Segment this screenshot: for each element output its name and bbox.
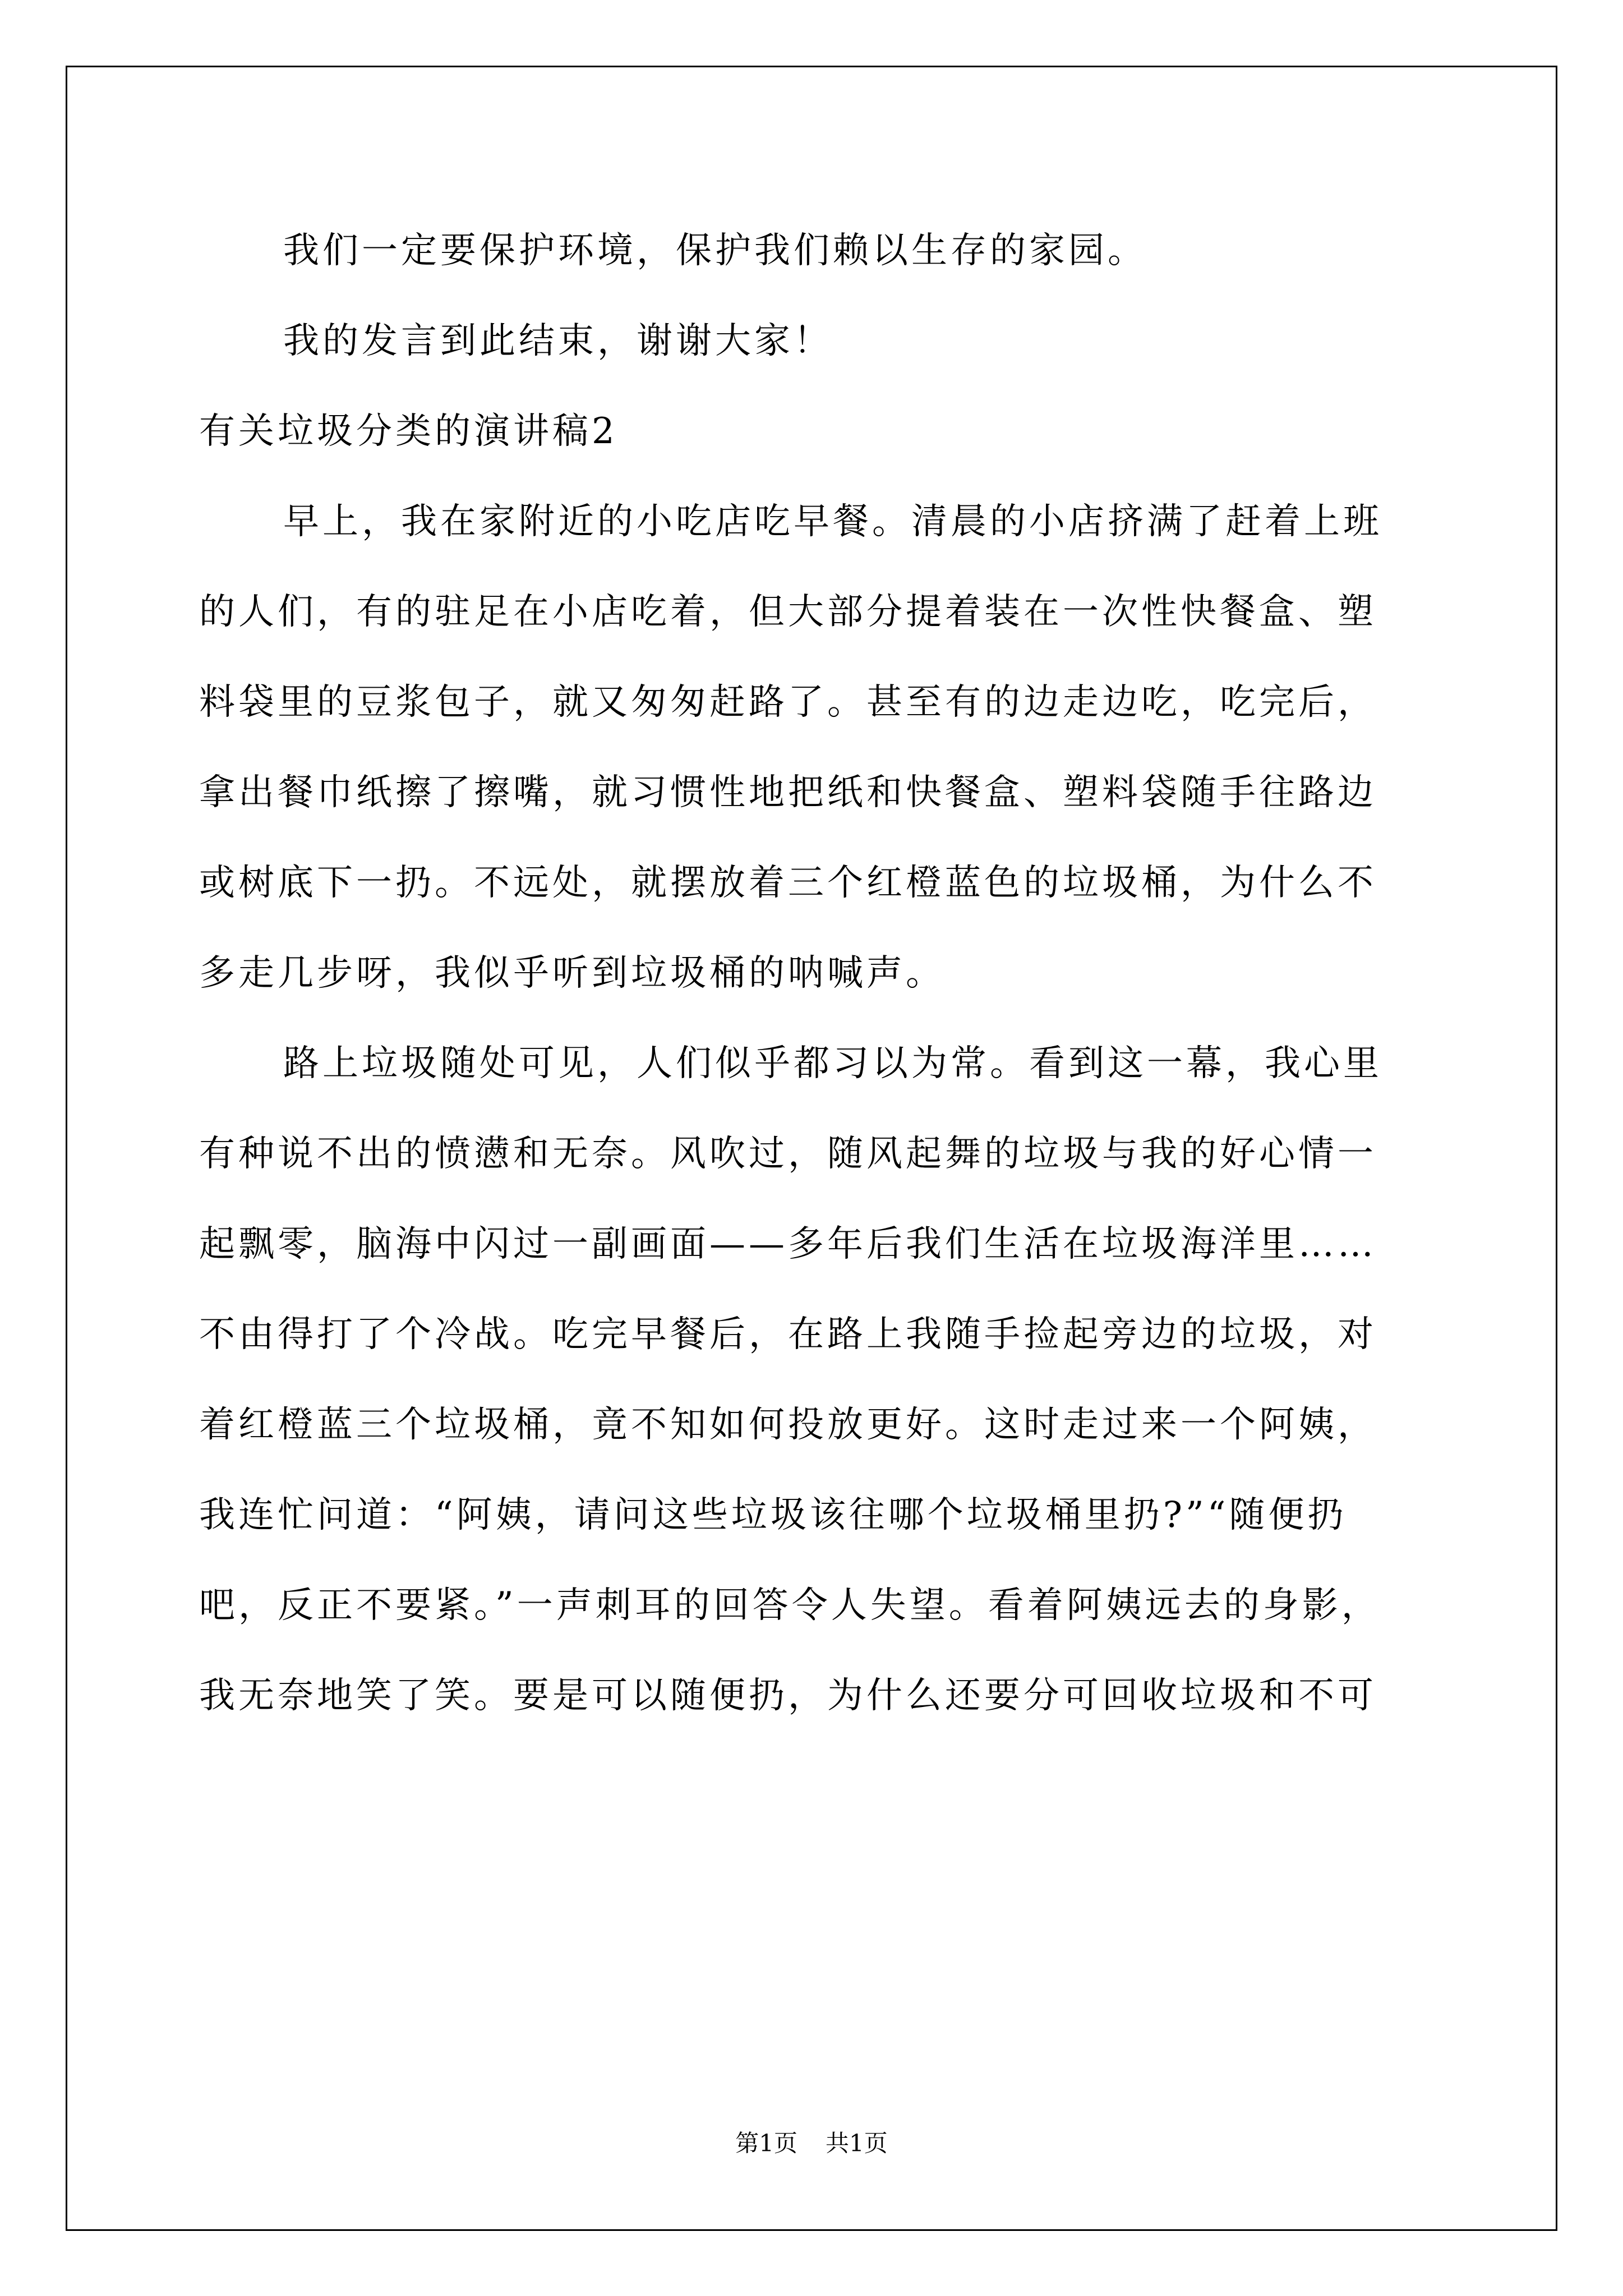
paragraph-line: 有种说不出的愤懑和无奈。风吹过，随风起舞的垃圾与我的好心情一 (199, 1133, 1377, 1175)
paragraph-line: 不由得打了个冷战。吃完早餐后，在路上我随手捡起旁边的垃圾，对 (199, 1314, 1377, 1355)
paragraph-line: 吧，反正不要紧。”一声刺耳的回答令人失望。看着阿姨远去的身影， (199, 1585, 1381, 1626)
paragraph-line: 我的发言到此结束，谢谢大家！ (283, 320, 833, 362)
page-footer (0, 2129, 1623, 2157)
paragraph-line: 早上，我在家附近的小吃店吃早餐。清晨的小店挤满了赶着上班 (283, 501, 1382, 542)
section-heading: 有关垃圾分类的演讲稿2 (199, 411, 618, 452)
paragraph-line: 我们一定要保护环境，保护我们赖以生存的家园。 (283, 230, 1147, 272)
paragraph-line: 的人们，有的驻足在小店吃着，但大部分提着装在一次性快餐盒、塑 (199, 591, 1377, 633)
paragraph-line: 拿出餐巾纸擦了擦嘴，就习惯性地把纸和快餐盒、塑料袋随手往路边 (199, 772, 1377, 813)
paragraph-line: 我无奈地笑了笑。要是可以随便扔，为什么还要分可回收垃圾和不可 (199, 1675, 1377, 1717)
page-number: 第1页 (735, 2129, 797, 2157)
paragraph-line: 路上垃圾随处可见，人们似乎都习以为常。看到这一幕，我心里 (283, 1043, 1382, 1084)
paragraph-line: 多走几步呀，我似乎听到垃圾桶的呐喊声。 (199, 953, 945, 994)
paragraph-line: 起飘零，脑海中闪过一副画面——多年后我们生活在垃圾海洋里…… (199, 1223, 1377, 1265)
paragraph-line: 或树底下一扔。不远处，就摆放着三个红橙蓝色的垃圾桶，为什么不 (199, 862, 1377, 904)
page-total: 共1页 (826, 2129, 888, 2157)
paragraph-line: 着红橙蓝三个垃圾桶，竟不知如何投放更好。这时走过来一个阿姨， (199, 1404, 1377, 1446)
paragraph-line: 我连忙问道：“阿姨，请问这些垃圾该往哪个垃圾桶里扔?”“随便扔 (199, 1494, 1347, 1536)
paragraph-line: 料袋里的豆浆包子，就又匆匆赶路了。甚至有的边走边吃，吃完后， (199, 682, 1377, 723)
